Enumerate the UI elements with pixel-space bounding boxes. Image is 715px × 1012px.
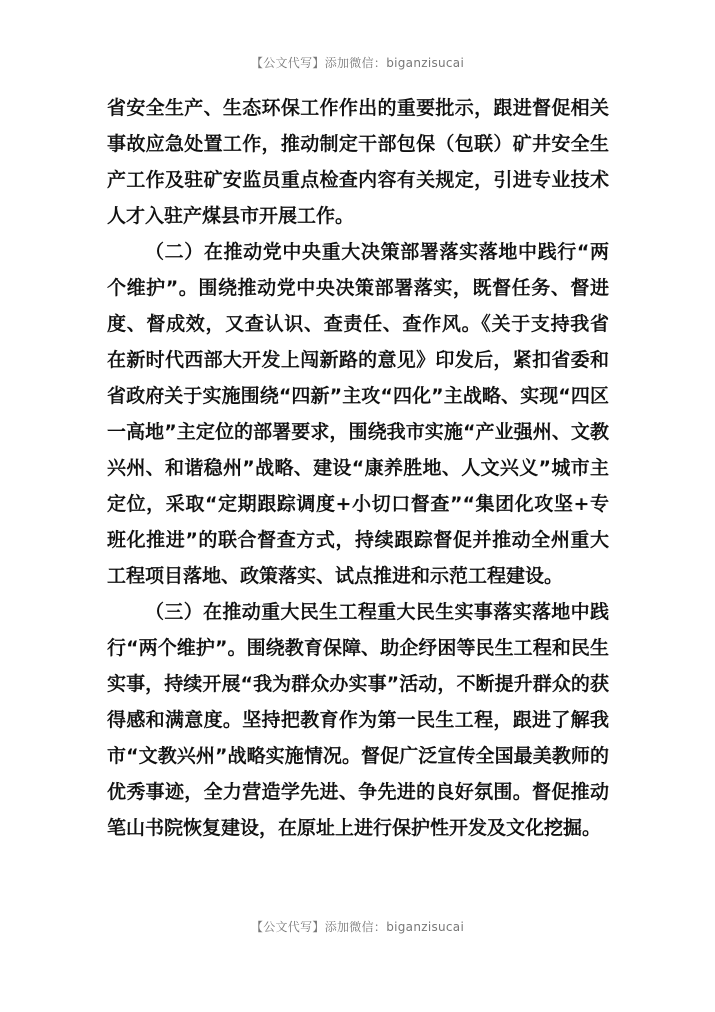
header-watermark: 【公文代写】添加微信：biganzisucai [250, 56, 465, 70]
paragraph-section-2: （二）在推动党中央重大决策部署落实落地中践行“两个维护”。围绕推动党中央决策部署落实，既督任务、督进度、督成效，又查认识、查责任、查作风。《关于支持我省在新时代西部大开发上闯新路的意见》印发后，紧扣省委和省政府关于实施围绕“四新”主攻“四化”主战略、实现“四区一高地”主定位的部署要求，围绕我市实施“产业强州、文教兴州、和谐稳州”战略、建设“康养胜地、人文兴义”城市主定位，采取“定期跟踪调度+小切口督查”“集团化攻坚+专班化推进”的联合督查方式，持续跟踪督促并推动全州重大工程项目落地、政策落实、试点推进和示范工程建设。 [107, 241, 609, 587]
document-body [107, 90, 609, 846]
paragraph-continued: 省安全生产、生态环保工作作出的重要批示，跟进督促相关事故应急处置工作，推动制定干部包保（包联）矿井安全生产工作及驻矿安监员重点检查内容有关规定，引进专业技术人才入驻产煤县市开展工作。 [107, 97, 609, 227]
paragraph-section-3: （三）在推动重大民生工程重大民生实事落实落地中践行“两个维护”。围绕教育保障、助企纾困等民生工程和民生实事，持续开展“我为群众办实事”活动，不断提升群众的获得感和满意度。坚持把教育作为第一民生工程，跟进了解我市“文教兴州”战略实施情况。督促广泛宣传全国最美教师的优秀事迹，全力营造学先进、争先进的良好氛围。督促推动笔山书院恢复建设，在原址上进行保护性开发及文化挖掘。 [107, 601, 609, 839]
footer-watermark: 【公文代写】添加微信：biganzisucai [250, 920, 465, 934]
